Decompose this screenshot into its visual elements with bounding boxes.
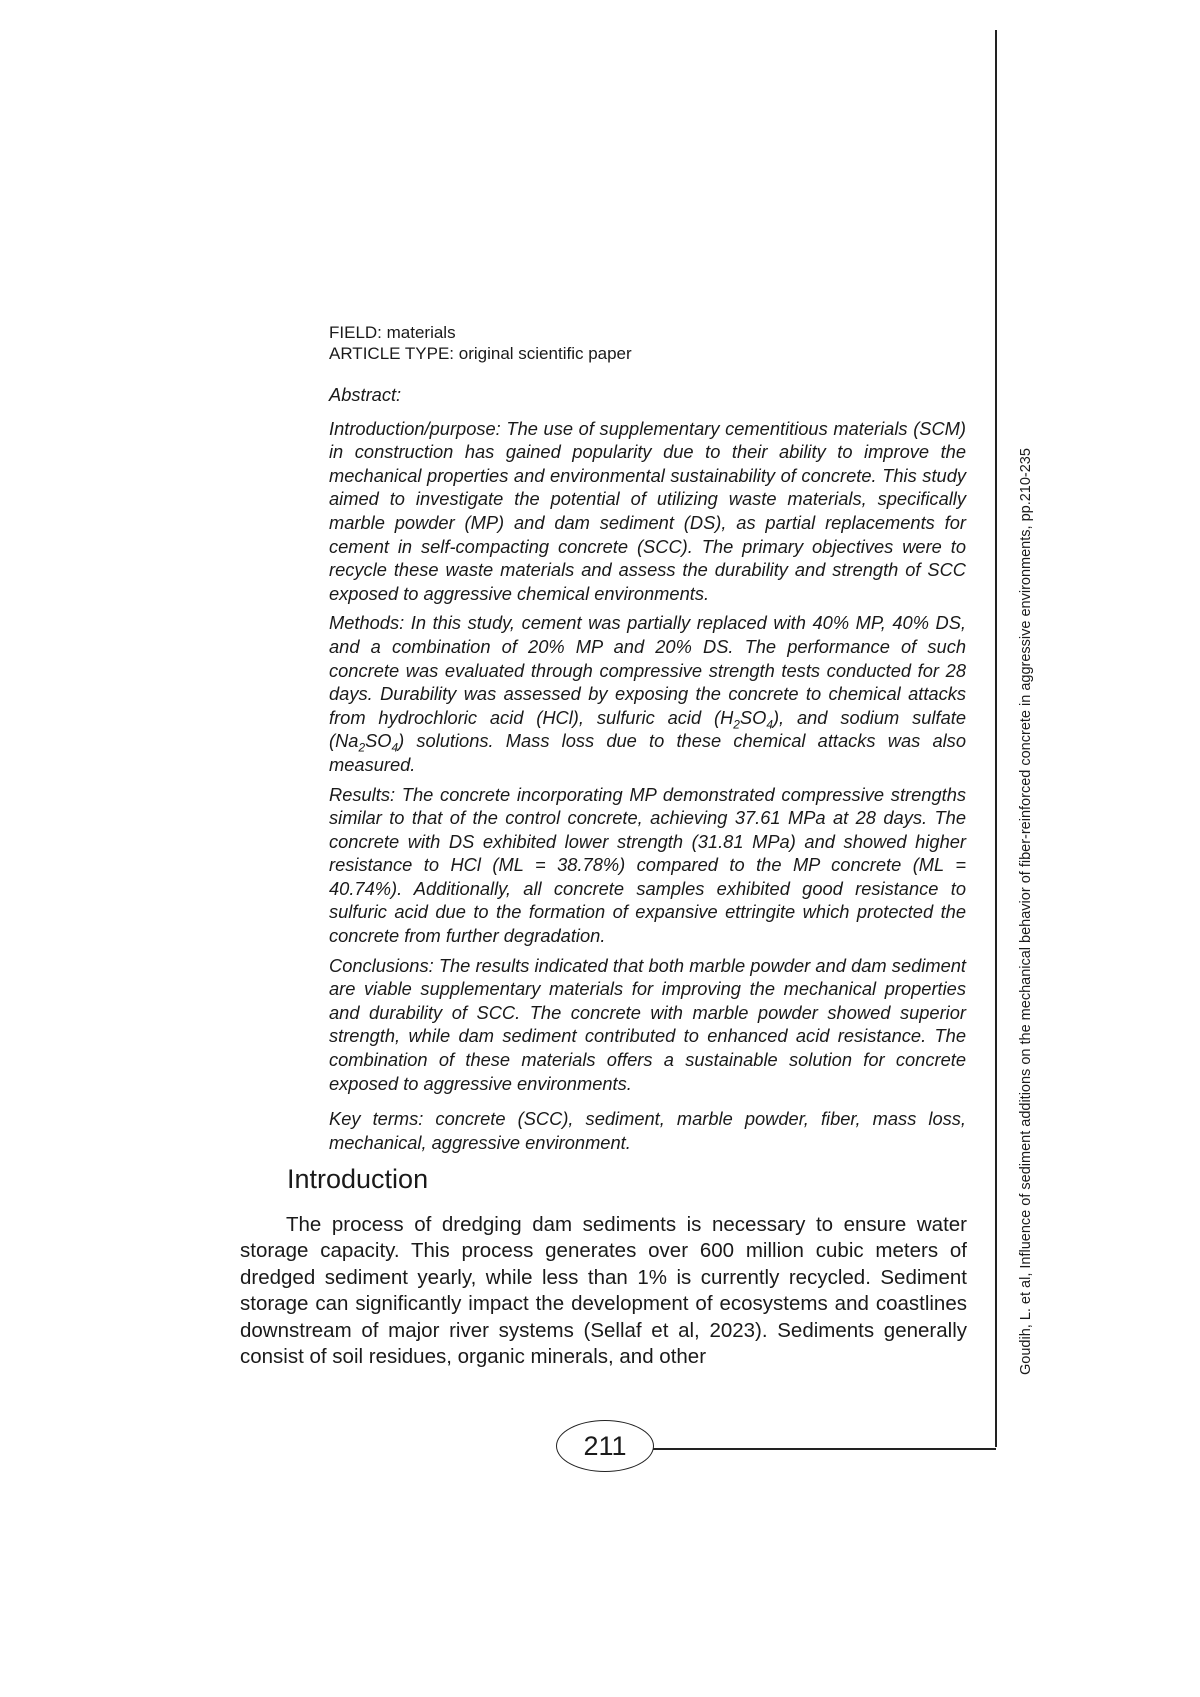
key-terms: Key terms: concrete (SCC), sediment, marble powder, fiber, mass loss, mechanical, aggressive environment. — [329, 1108, 966, 1153]
page-number: 211 — [556, 1420, 654, 1472]
methods-text-4: SO — [365, 730, 392, 752]
methods-text-5: ) solutions. Mass loss due to these chemical attacks was also measured. — [329, 730, 966, 775]
abstract-title: Abstract: — [329, 384, 402, 405]
article-type-label: ARTICLE TYPE: original scientific paper — [329, 344, 632, 363]
abstract-results: Results: The concrete incorporating MP demonstrated compressive strengths similar to that of the control concrete, achieving 37.61 MPa at 28 days. The concrete with DS exhibited lower strength (31.81 MPa) and showed higher resistance to HCl (ML = 38.78%) compared to the MP concrete (ML = 40.74%). Additionally, all concrete samples exhibited good resistance to sulfuric acid due to the formation of expansive ettringite which protected the concrete from further degradation. — [329, 783, 966, 947]
methods-sub-4: 4 — [391, 740, 399, 755]
abstract-section — [329, 383, 966, 1160]
abstract-methods — [329, 611, 966, 776]
abstract-conclusions: Conclusions: The results indicated that both marble powder and dam sediment are viable supplementary materials for improving the mechanical properties and durability of SCC. The concrete with marble powder showed superior strength, while dam sediment contributed to enhanced acid resistance. The combination of these materials offers a sustainable solution for concrete exposed to aggressive environments. — [329, 954, 966, 1094]
methods-sub-3: 2 — [358, 740, 366, 755]
field-label: FIELD: materials — [329, 323, 456, 342]
running-header: Goudih, L. et al, Influence of sediment additions on the mechanical behavior of fiber-reinforced concrete in aggressive environments, pp.210-235 — [1018, 448, 1034, 1375]
methods-text-2: SO — [739, 706, 767, 728]
page-number-rule — [652, 1448, 996, 1450]
methods-text-3: ), and sodium sulfate (Na — [329, 706, 966, 752]
article-meta — [329, 322, 632, 364]
abstract-introduction: Introduction/purpose: The use of supplementary cementitious materials (SCM) in construction has gained popularity due to their ability to improve the mechanical properties and environmental sustainability of concrete. This study aimed to investigate the potential of utilizing waste materials, specifically marble powder (MP) and dam sediment (DS), as partial replacements for cement in self-compacting concrete (SCC). The primary objectives were to recycle these waste materials and assess the durability and strength of SCC exposed to aggressive chemical environments. — [329, 417, 966, 604]
methods-text-1: Methods: In this study, cement was partially replaced with 40% MP, 40% DS, and a combination of 20% MP and 20% DS. The performance of such concrete was evaluated through compressive strength tests conducted for 28 days. Durability was assessed by exposing the concrete to chemical attacks from hydrochloric acid (HCl), sulfuric acid (H — [329, 612, 966, 728]
methods-sub-2: 4 — [766, 717, 773, 732]
introduction-heading: Introduction — [287, 1164, 429, 1194]
methods-sub-1: 2 — [733, 717, 740, 732]
vertical-rule — [995, 30, 997, 1447]
introduction-body: The process of dredging dam sediments is necessary to ensure water storage capacity. This process generates over 600 million cubic meters of dredged sediment yearly, while less than 1% is currently recycled. Sediment storage can significantly impact the development of ecosystems and coastlines downstream of major river systems (Sellaf et al, 2023). Sediments generally consist of soil residues, organic minerals, and other — [240, 1213, 967, 1369]
